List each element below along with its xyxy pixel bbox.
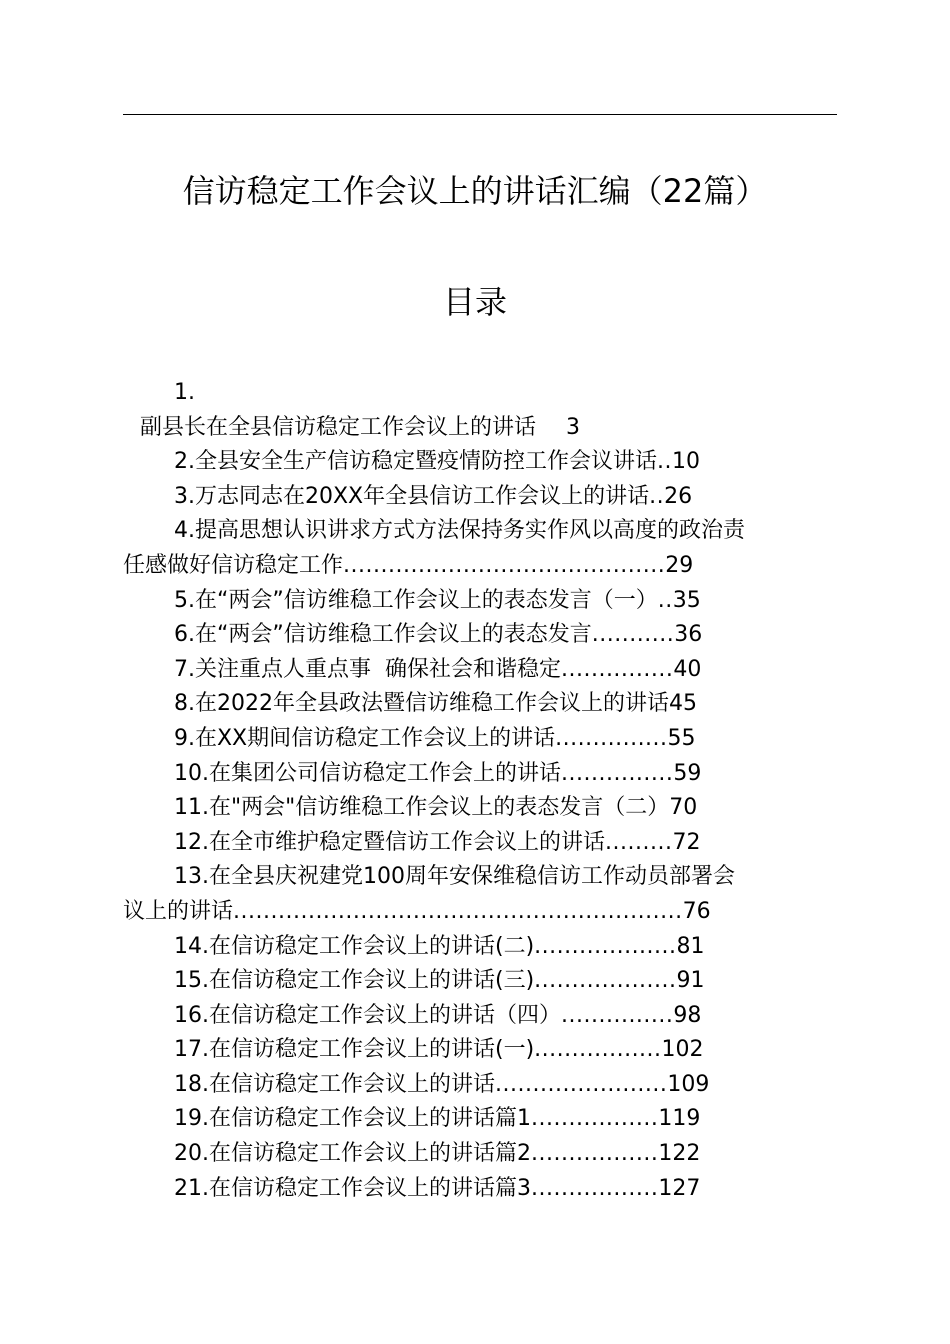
toc-entry[interactable]: 副县长在全县信访稳定工作会议上的讲话 3 (140, 414, 580, 440)
toc-entry[interactable]: 17.在信访稳定工作会议上的讲话(一).................102 (174, 1037, 704, 1063)
document-title: 信访稳定工作会议上的讲话汇编（22篇） (182, 172, 768, 210)
toc-entry[interactable]: 19.在信访稳定工作会议上的讲话篇1.................119 (174, 1106, 701, 1132)
toc-entry[interactable]: 5.在“两会”信访维稳工作会议上的表态发言（一）..35 (174, 587, 701, 613)
toc-entry[interactable]: 11.在"两会"信访维稳工作会议上的表态发言（二）70 (174, 795, 698, 821)
toc-entry[interactable]: 12.在全市维护稳定暨信访工作会议上的讲话.........72 (174, 829, 701, 855)
toc-entry[interactable]: 6.在“两会”信访维稳工作会议上的表态发言...........36 (174, 622, 703, 648)
toc-entry[interactable]: 21.在信访稳定工作会议上的讲话篇3.................127 (174, 1175, 701, 1201)
toc-entry[interactable]: 8.在2022年全县政法暨信访维稳工作会议上的讲话45 (174, 691, 697, 717)
toc-heading: 目录 (442, 283, 507, 321)
toc-entry[interactable]: 2.全县安全生产信访稳定暨疫情防控工作会议讲话..10 (174, 449, 700, 475)
toc-entry[interactable]: 3.万志同志在20XX年全县信访工作会议上的讲话..26 (174, 483, 693, 509)
header-rule (123, 114, 837, 115)
toc-entry[interactable]: 15.在信访稳定工作会议上的讲话(三)...................91 (174, 968, 705, 994)
toc-entry-continuation[interactable]: 议上的讲话............................................................76 (123, 898, 711, 924)
toc-entry[interactable]: 4.提高思想认识讲求方式方法保持务实作风以高度的政治责 (174, 518, 745, 544)
toc-entry[interactable]: 7.关注重点人重点事 确保社会和谐稳定...............40 (174, 656, 702, 682)
toc-entry[interactable]: 16.在信访稳定工作会议上的讲话（四）...............98 (174, 1002, 702, 1028)
toc-entry[interactable]: 18.在信访稳定工作会议上的讲话.......................109 (174, 1071, 710, 1097)
toc-entry[interactable]: 9.在XX期间信访稳定工作会议上的讲话...............55 (174, 725, 696, 751)
toc-entry[interactable]: 14.在信访稳定工作会议上的讲话(二)...................81 (174, 933, 705, 959)
toc-entry[interactable]: 10.在集团公司信访稳定工作会上的讲话...............59 (174, 760, 702, 786)
toc-entry[interactable]: 1. (174, 380, 195, 405)
toc-entry-continuation[interactable]: 任感做好信访稳定工作...........................................29 (123, 552, 694, 578)
toc-entry[interactable]: 20.在信访稳定工作会议上的讲话篇2.................122 (174, 1141, 701, 1167)
toc-entry[interactable]: 13.在全县庆祝建党100周年安保维稳信访工作动员部署会 (174, 864, 735, 890)
table-of-contents (123, 376, 837, 1206)
